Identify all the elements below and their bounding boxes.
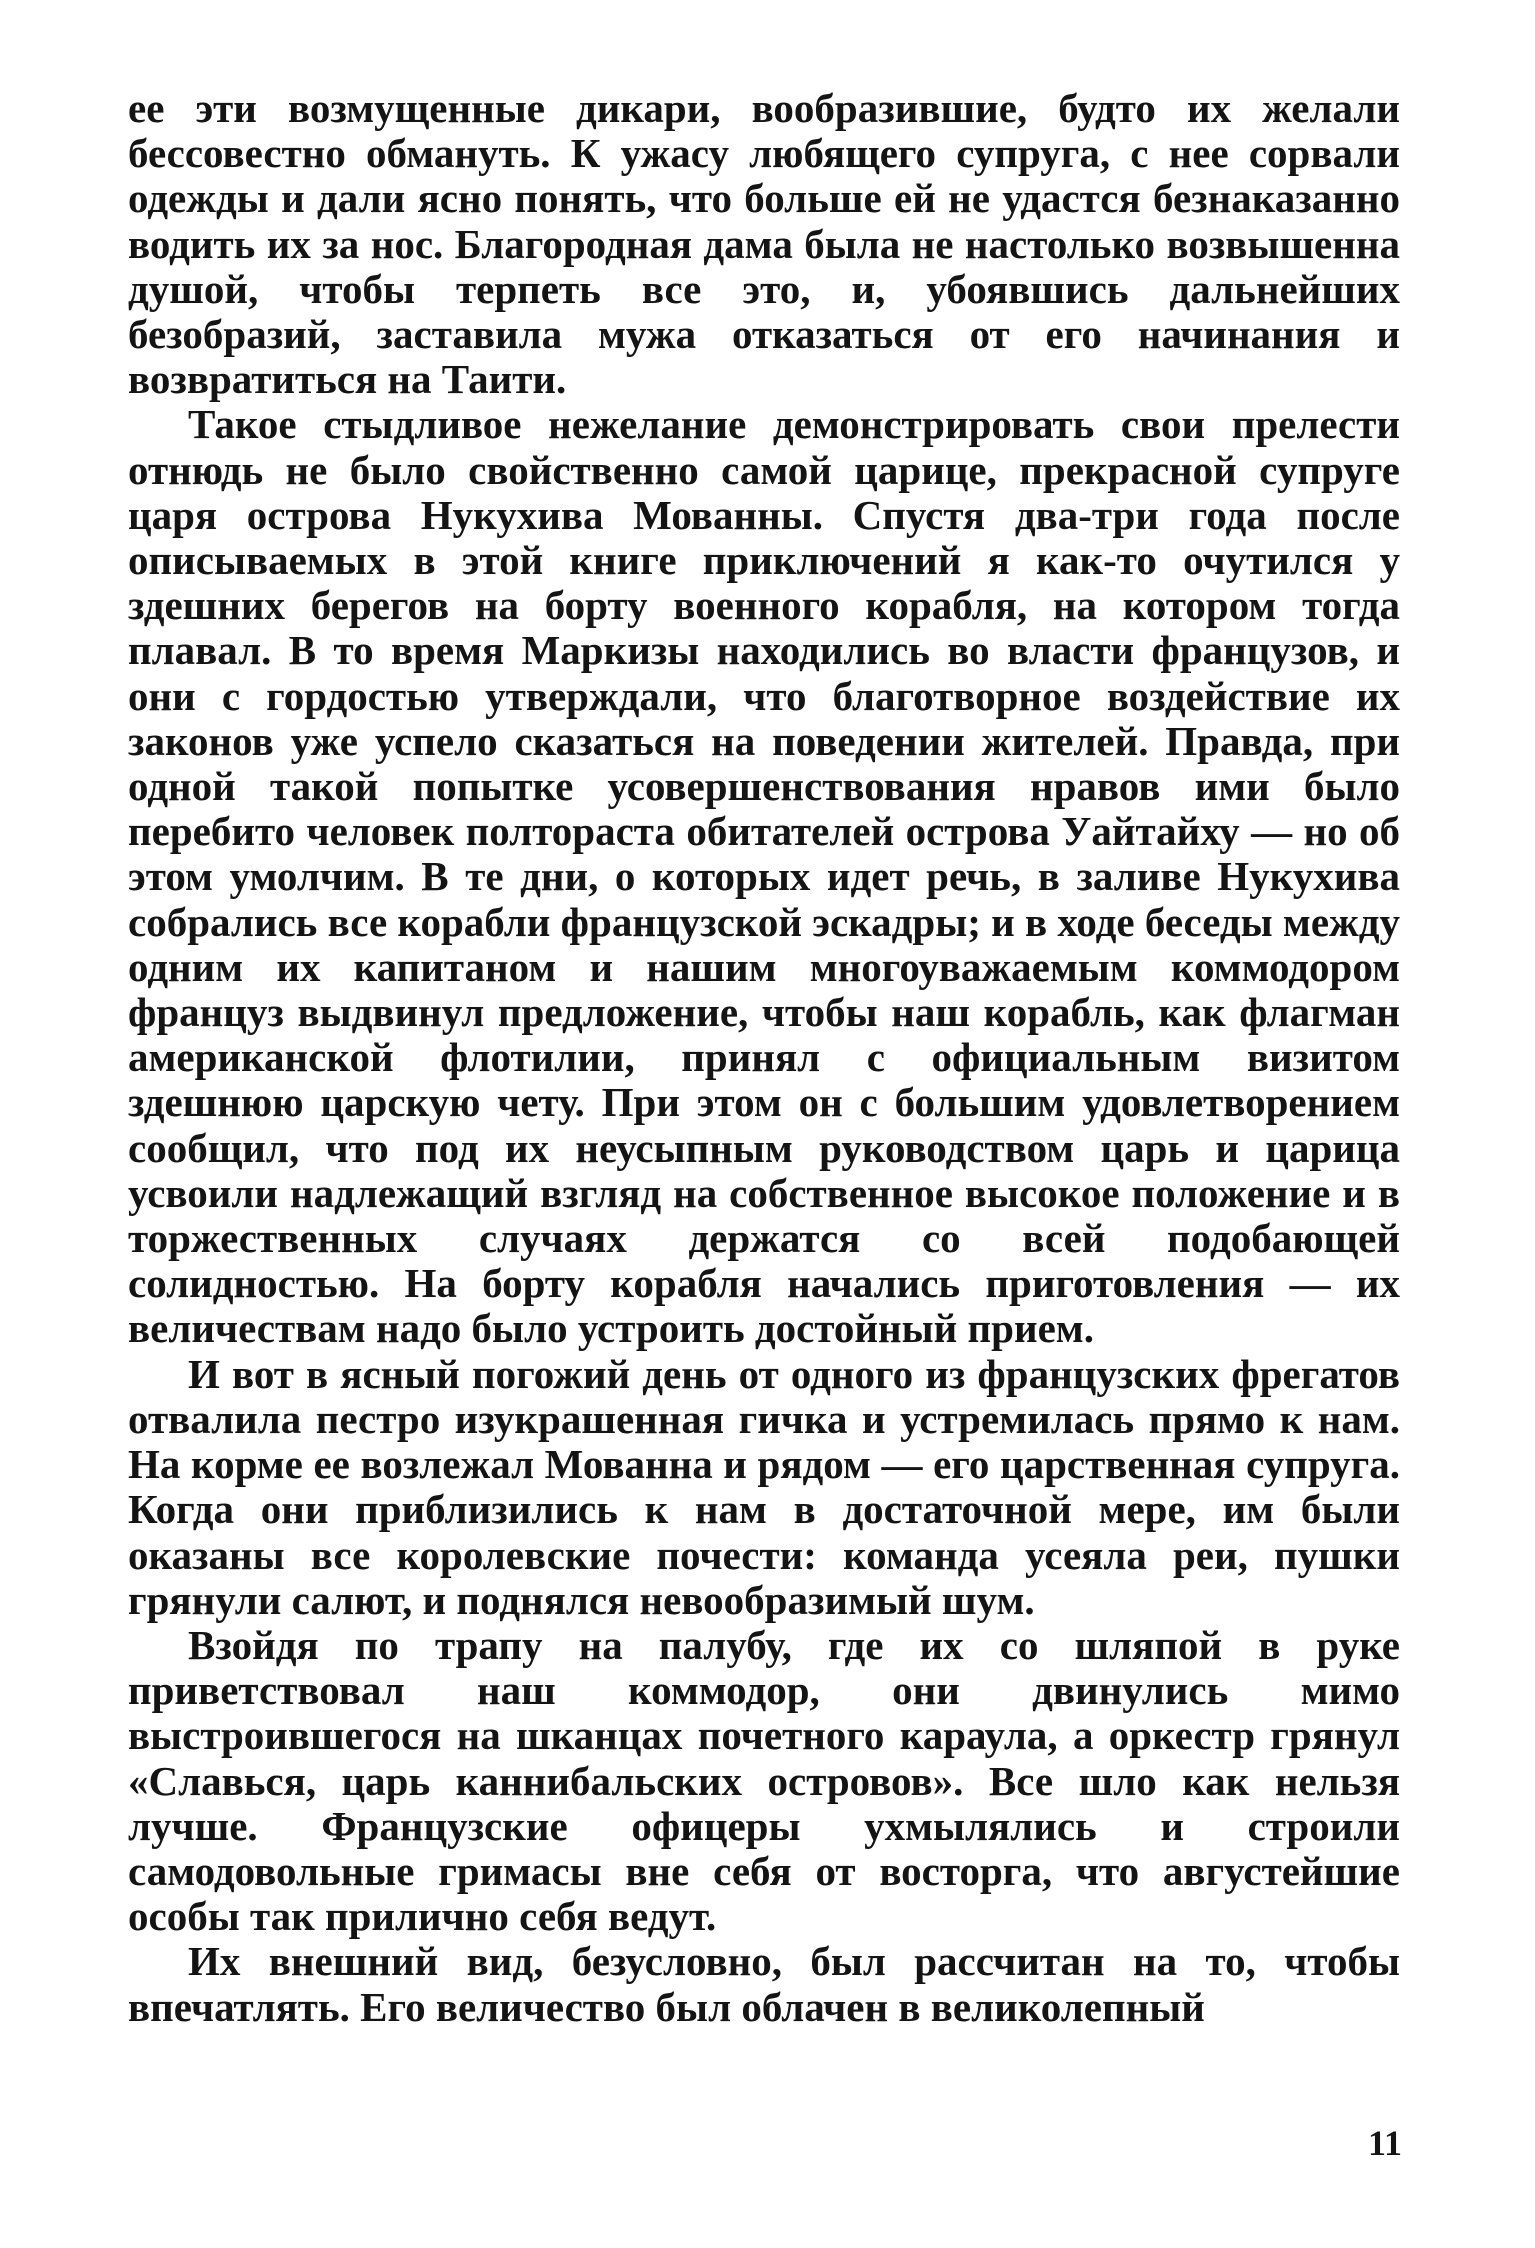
paragraph: Такое стыдливое нежелание демонстрировать свои прелести отнюдь не было свойственно самой царице, прекрасной супруге царя острова Нукухива Мованны. Спустя два-три года после описываемых в этой книге приключений я как-то очутился у здешних берегов на борту военного корабля, на котором тогда плавал. В то время Маркизы находились во власти французов, и они с гордостью утверждали, что благотворное воздействие их законов уже успело сказаться на поведении жителей. Правда, при одной такой попытке усовершенствования нравов ими было перебито человек полтораста обитателей острова Уайтайху — но об этом умолчим. В те дни, о которых идет речь, в заливе Нукухива собрались все корабли французской эскадры; и в ходе беседы между одним их капитаном и нашим многоуважаемым коммодором француз выдвинул предложение, чтобы наш корабль, как флагман американской флотилии, принял с официальным визитом здешнюю царскую чету. При этом он с большим удовлетворением сообщил, что под их неусыпным руководством царь и царица усвоили надлежащий взгляд на собственное высокое положение и в торжественных случаях держатся со всей подобающей солидностью. На борту корабля начались приготовления — их величествам надо было устроить достойный прием. bbox=[128, 401, 1400, 1352]
paragraph: Их внешний вид, безусловно, был рассчитан на то, чтобы впечатлять. Его величество был облачен в великолепный bbox=[128, 1938, 1400, 2030]
paragraph-continued: ее эти возмущенные дикари, вообразившие, будто их желали бессовестно обмануть. К ужасу любящего супруга, с нее сорвали одежды и дали ясно понять, что больше ей не удастся безнаказанно водить их за нос. Благородная дама была не настолько возвышенна душой, чтобы терпеть все это, и, убоявшись дальнейших безобразий, заставила мужа отказаться от его начинания и возвратиться на Таити. bbox=[128, 85, 1400, 403]
paragraph: И вот в ясный погожий день от одного из французских фрегатов отвалила пестро изукрашенная гичка и устремилась прямо к нам. На корме ее возлежал Мованна и рядом — его царственная супруга. Когда они приблизились к нам в достаточной мере, им были оказаны все королевские почести: команда усеяла реи, пушки грянули салют, и поднялся невообразимый шум. bbox=[128, 1350, 1400, 1623]
page-number: 11 bbox=[1368, 2123, 1403, 2163]
paragraph: Взойдя по трапу на палубу, где их со шляпой в руке приветствовал наш коммодор, они двинулись мимо выстроившегося на шканцах почетного караула, а оркестр грянул «Славься, царь каннибальских островов». Все шло как нельзя лучше. Французские офицеры ухмылялись и строили самодовольные гримасы вне себя от восторга, что августейшие особы так прилично себя ведут. bbox=[128, 1621, 1400, 1940]
page-text bbox=[128, 86, 1400, 2030]
